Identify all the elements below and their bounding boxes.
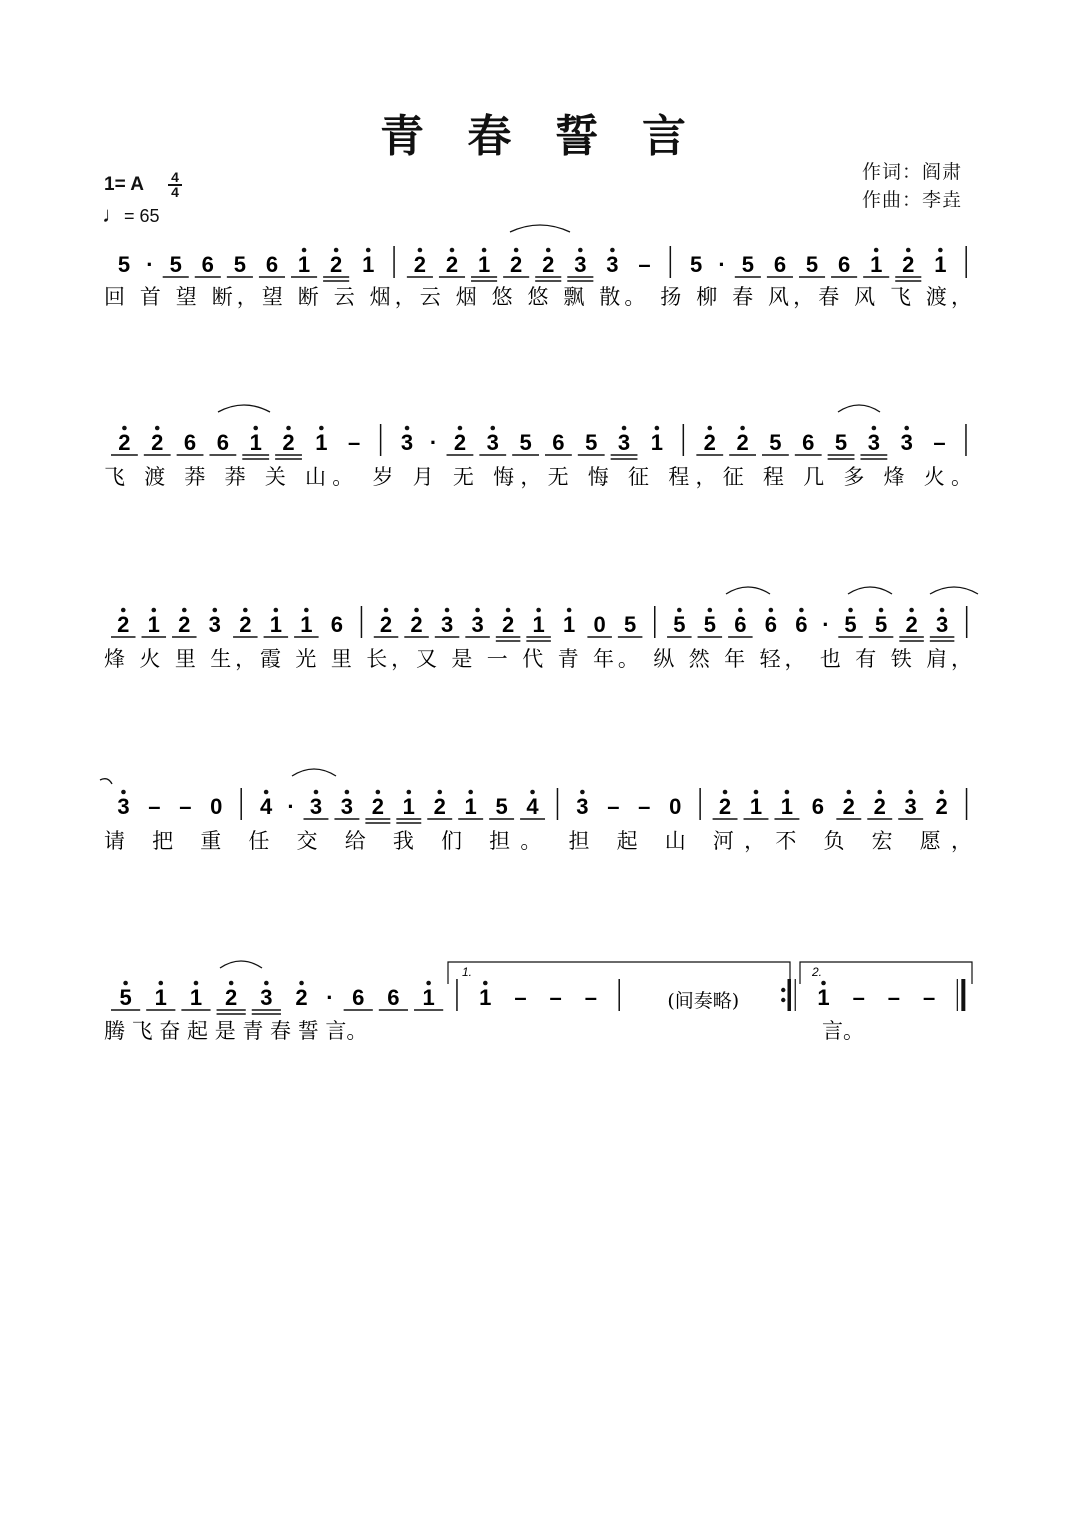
high-octave-dot [821,981,826,986]
note: – [922,985,936,1010]
high-octave-dot [274,608,279,613]
note: 5 [585,430,598,455]
note: – [584,985,597,1010]
high-octave-dot [872,426,877,431]
note: 5 [117,252,131,277]
note: 6 [352,985,365,1010]
note: 6 [330,612,343,637]
note: 2 [330,252,343,277]
slur-arc [510,225,570,232]
note: 2 [225,985,238,1010]
note: 5 [169,252,182,277]
high-octave-dot [445,608,450,613]
note: 2 [371,794,384,819]
high-octave-dot [904,426,909,431]
high-octave-dot [302,248,307,253]
high-octave-dot [738,608,743,613]
note: 1 [269,612,282,637]
high-octave-dot [468,790,473,795]
note: 3 [208,612,221,637]
note: 3 [440,612,454,637]
note: 6 [552,430,565,455]
note: 5 [741,252,754,277]
high-octave-dot [405,426,410,431]
high-octave-dot [376,790,381,795]
high-octave-dot [334,248,339,253]
high-octave-dot [708,608,713,613]
high-octave-dot [426,981,431,986]
high-octave-dot [567,608,572,613]
high-octave-dot [848,608,853,613]
high-octave-dot [799,608,804,613]
repeat-dot [781,988,785,992]
note: 3 [867,430,881,455]
note: 5 [519,430,532,455]
note: 2 [151,430,164,455]
note: 3 [260,985,273,1010]
note: 1 [297,252,311,277]
note: 3 [900,430,913,455]
note: 2 [935,794,948,819]
key-signature: 1= A [104,174,144,195]
note: 2 [117,612,130,637]
note: – [514,985,527,1010]
note: 5 [703,612,716,637]
note: – [638,794,651,819]
note: – [607,794,620,819]
tempo-value: = 65 [124,206,160,226]
slur-arc [292,769,336,776]
volta-label-1: 1. [462,965,473,979]
note: 2 [736,430,749,455]
high-octave-dot [264,790,269,795]
high-octave-dot [506,608,511,613]
high-octave-dot [437,790,442,795]
high-octave-dot [345,790,350,795]
note: 3 [309,794,323,819]
lyrics-line: 烽 火 里 生，霞 光 里 长，又 是 一 代 青 年。 纵 然 年 轻， 也 有 铁 肩， [104,647,973,671]
note: 1 [563,612,576,637]
note: · [822,612,830,637]
high-octave-dot [243,608,248,613]
composer-credit: 作曲：李垚 [862,189,963,211]
high-octave-dot [847,790,852,795]
note: 2 [379,612,393,637]
note: 5 [119,985,132,1010]
note: 6 [265,252,279,277]
high-octave-dot [740,426,745,431]
note: · [287,794,295,819]
note: 3 [617,430,631,455]
note: 5 [769,430,782,455]
high-octave-dot [490,426,495,431]
high-octave-dot [877,790,882,795]
high-octave-dot [940,608,945,613]
high-octave-dot [314,790,319,795]
note: 3 [486,430,499,455]
high-octave-dot [769,608,774,613]
note: 6 [201,252,214,277]
slur-arc [726,587,770,594]
note: 1 [362,252,375,277]
high-octave-dot [546,248,551,253]
high-octave-dot [155,426,160,431]
high-octave-dot [908,790,913,795]
note: 1 [402,794,415,819]
slur-arc [848,587,892,594]
note: 1 [749,794,763,819]
note: 1 [934,252,947,277]
high-octave-dot [906,248,911,253]
note: 2 [413,252,427,277]
high-octave-dot [264,981,269,986]
volta-bracket-2 [800,962,972,984]
note: 5 [874,612,888,637]
note: – [852,985,865,1010]
note: – [148,794,161,819]
note: 5 [495,794,508,819]
note: 1 [147,612,160,637]
high-octave-dot [580,790,585,795]
note: 6 [216,430,230,455]
note: 5 [673,612,686,637]
note: 1 [780,794,794,819]
note: 6 [773,252,787,277]
slur-arc [218,405,270,412]
high-octave-dot [939,790,944,795]
quarter-note-icon: ♩ [102,202,124,227]
high-octave-dot [938,248,943,253]
note: 5 [805,252,819,277]
slur-arc [930,587,978,594]
high-octave-dot [514,248,519,253]
note: 3 [471,612,484,637]
high-octave-dot [530,790,535,795]
high-octave-dot [229,981,234,986]
high-octave-dot [879,608,884,613]
note: 6 [734,612,747,637]
song-title: 青 春 誓 言 [380,111,700,162]
lyrics-line: 腾 飞 奋 起 是 青 春 誓 言。 [104,1019,368,1043]
note: 3 [400,430,414,455]
high-octave-dot [622,426,627,431]
note: 1 [154,985,167,1010]
note: 2 [239,612,252,637]
lyricist-credit: 作词：阎肃 [862,161,963,183]
volta-label-2: 2. [812,965,823,979]
high-octave-dot [707,426,712,431]
note: 6 [837,252,851,277]
high-octave-dot [122,426,127,431]
high-octave-dot [123,981,128,986]
high-octave-dot [158,981,163,986]
note: 2 [902,252,915,277]
note: · [326,985,334,1010]
note: 1 [315,430,328,455]
note: 2 [433,794,446,819]
note: 4 [260,794,273,819]
note: 3 [606,252,619,277]
high-octave-dot [483,981,488,986]
note: 6 [387,985,400,1010]
note: 1 [479,985,492,1010]
note: 2 [542,252,555,277]
note: 2 [410,612,423,637]
note: – [179,794,192,819]
note: 3 [935,612,949,637]
high-octave-dot [785,790,790,795]
note: 2 [178,612,191,637]
note: 5 [233,252,247,277]
high-octave-dot [151,608,156,613]
note: 3 [576,794,589,819]
note: 5 [834,430,848,455]
note: 6 [764,612,777,637]
high-octave-dot [253,426,258,431]
note: 2 [282,430,295,455]
note: 3 [574,252,587,277]
high-octave-dot [121,608,126,613]
high-octave-dot [458,426,463,431]
high-octave-dot [754,790,759,795]
note: 1 [189,985,203,1010]
note: 2 [718,794,732,819]
high-octave-dot [723,790,728,795]
high-octave-dot [475,608,480,613]
note: – [549,985,562,1010]
note: 2 [510,252,523,277]
high-octave-dot [299,981,304,986]
lyrics-line: 飞 渡 莽 莽 关 山。 岁 月 无 悔，无 悔 征 程，征 程 几 多 烽 火。 [104,465,972,489]
note: 2 [703,430,716,455]
high-octave-dot [319,426,324,431]
note: 5 [690,252,703,277]
note: 1 [650,430,664,455]
note: 2 [295,985,308,1010]
tie-arc [100,779,112,784]
note: – [348,430,361,455]
note: 6 [795,612,808,637]
note: · [718,252,726,277]
high-octave-dot [677,608,682,613]
high-octave-dot [384,608,389,613]
note: 1 [464,794,477,819]
high-octave-dot [366,248,371,253]
note: 2 [842,794,855,819]
note: 1 [300,612,313,637]
high-octave-dot [406,790,411,795]
high-octave-dot [909,608,914,613]
note: 1 [532,612,545,637]
high-octave-dot [418,248,423,253]
high-octave-dot [213,608,218,613]
note: 1 [477,252,491,277]
note: 6 [811,794,824,819]
time-signature-top: 4 [171,169,179,185]
note: 4 [526,794,539,819]
note: 5 [624,612,637,637]
high-octave-dot [536,608,541,613]
note: 3 [340,794,354,819]
high-octave-dot [655,426,660,431]
note: 2 [453,430,467,455]
repeat-dot [781,998,785,1002]
high-octave-dot [450,248,455,253]
note: · [429,430,438,455]
note: 1 [422,985,435,1010]
note: 1 [817,985,830,1010]
note: 6 [183,430,197,455]
high-octave-dot [121,790,126,795]
high-octave-dot [286,426,291,431]
interlude-text: (间奏略) [667,990,740,1012]
note: 2 [501,612,515,637]
note: 0 [210,794,223,819]
note: 2 [118,430,131,455]
note: 0 [669,794,682,819]
high-octave-dot [874,248,879,253]
note: – [933,430,946,455]
note: 0 [593,612,606,637]
high-octave-dot [610,248,615,253]
note: – [887,985,901,1010]
note: 3 [904,794,917,819]
note: 2 [905,612,918,637]
lyrics-ending: 言。 [822,1019,864,1043]
high-octave-dot [194,981,199,986]
note: 2 [873,794,886,819]
high-octave-dot [304,608,309,613]
note: 3 [117,794,130,819]
note: 1 [249,430,262,455]
lyrics-line: 请 把 重 任 交 给 我 们 担。 担 起 山 河，不 负 宏 愿， [104,829,972,853]
high-octave-dot [182,608,187,613]
high-octave-dot [578,248,583,253]
high-octave-dot [482,248,487,253]
slur-arc [838,405,880,412]
note: 6 [802,430,815,455]
note: · [146,252,154,277]
time-signature-bottom: 4 [171,184,179,200]
slur-arc [220,961,262,968]
lyrics-line: 回 首 望 断，望 断 云 烟，云 烟 悠 悠 飘 散。 扬 柳 春 风，春 风 飞 渡， [104,285,972,309]
note: 5 [844,612,857,637]
note: 2 [445,252,459,277]
note: – [638,252,651,277]
high-octave-dot [414,608,419,613]
note: 1 [870,252,883,277]
